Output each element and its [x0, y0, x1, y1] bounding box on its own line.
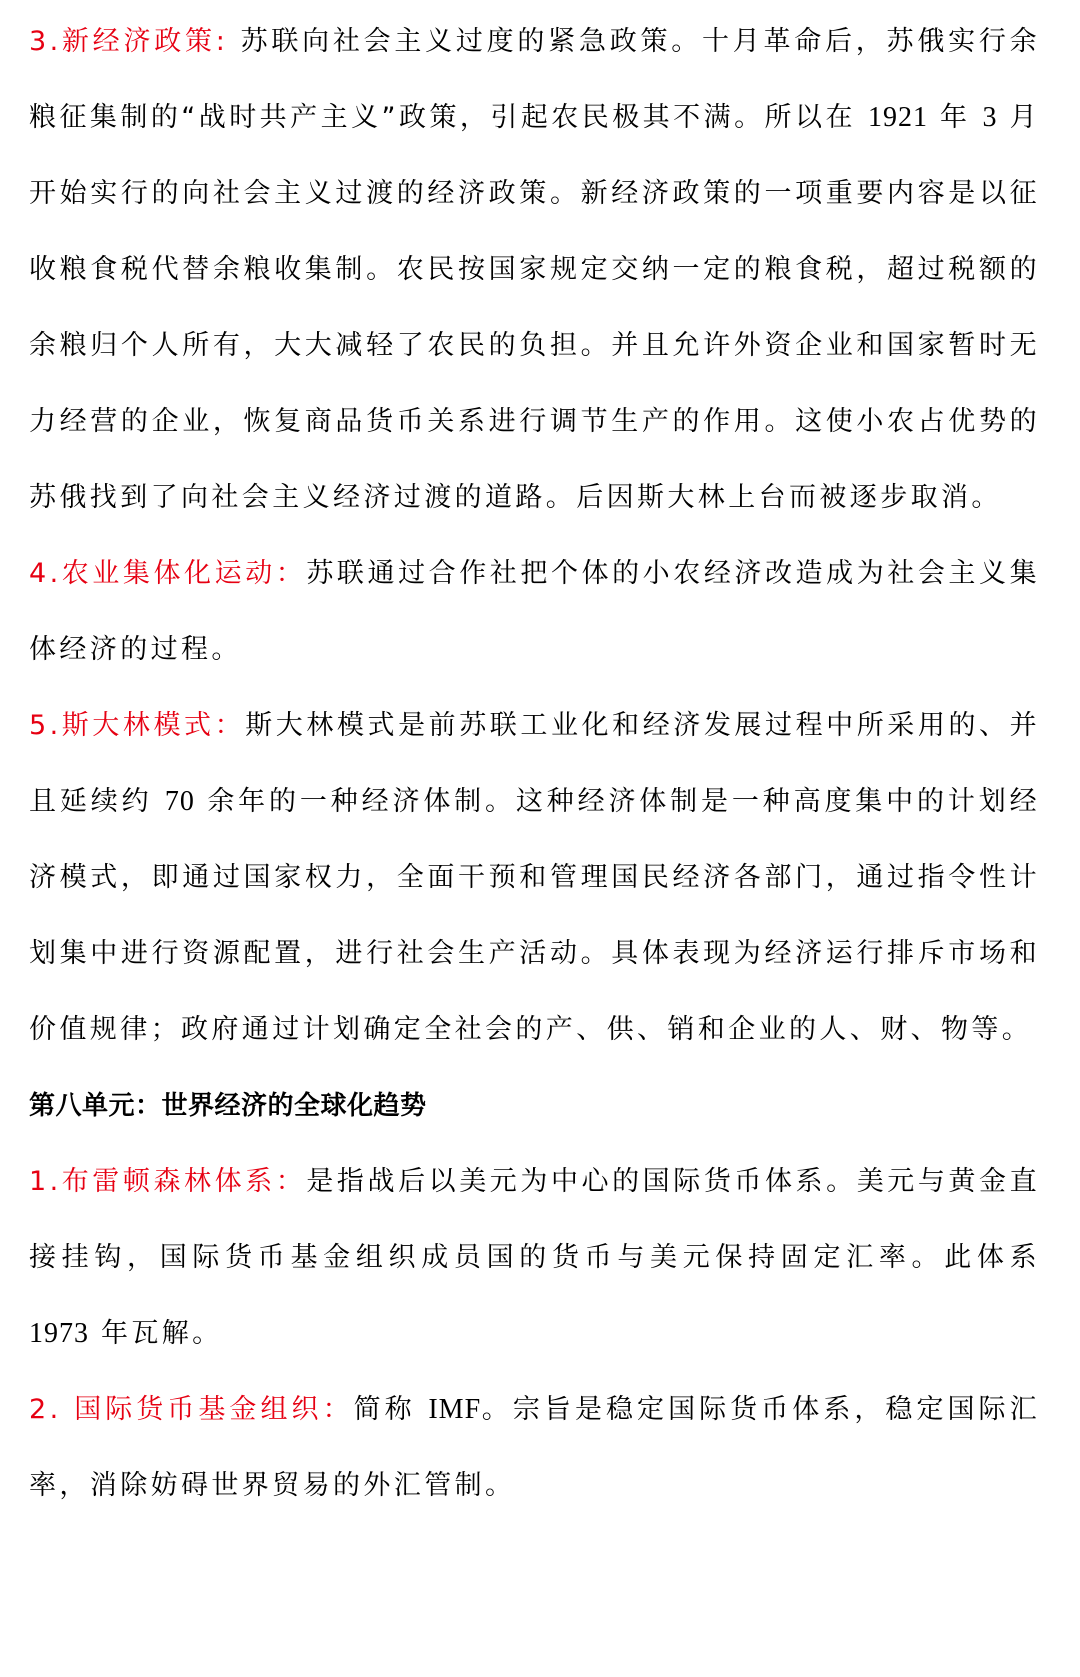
definition-text: 月开始实行的向社会主义过渡的经济政策。新经济政策的一项重要内容是以征收粮食税代替余粮收集制。农民按国家规定交纳一定的粮食税，超过税额的余粮归个人所有，大大减轻了农民的负担。并且允许外资企业和国家暂时无力经营的企业，恢复商品货币关系进行调节生产的作用。这使小农占优势的苏俄找到了向社会主义经济过渡的道路。后因斯大林上台而被逐步取消。 [29, 102, 1040, 513]
definition-text: 年 [927, 102, 983, 133]
paragraph-group-unit-seven [29, 4, 1040, 1068]
definition-paragraph [29, 1372, 1040, 1524]
definition-term: 1.布雷顿森林体系： [29, 1166, 307, 1197]
definition-text: 余年的一种经济体制。这种经济体制是一种高度集中的计划经济模式，即通过国家权力，全面干预和管理国民经济各部门，通过指令性计划集中进行资源配置，进行社会生产活动。具体表现为经济运行排斥市场和价值规律；政府通过计划确定全社会的产、供、销和企业的人、财、物等。 [29, 786, 1040, 1045]
definition-text: 苏联向社会主义过度的紧急政策。十月革命后，苏俄实行余粮征集制的“战时共产主义”政策，引起农民极其不满。所以在 [29, 26, 1040, 133]
definition-text: 苏联通过合作社把个体的小农经济改造成为社会主义集体经济的过程。 [29, 558, 1040, 665]
definition-text: 斯大林模式是前苏联工业化和经济发展过程中所采用的、并且延续约 [29, 710, 1040, 817]
definition-term: 3.新经济政策: [29, 26, 229, 57]
definition-paragraph [29, 536, 1040, 688]
definition-term: 2. 国际货币基金组织： [29, 1394, 354, 1425]
paragraph-group-unit-eight [29, 1144, 1040, 1524]
definition-number: 1921 [867, 102, 928, 133]
definition-number: 70 [164, 786, 195, 817]
section-heading: 第八单元：世界经济的全球化趋势 [29, 1091, 427, 1121]
definition-number: 3 [982, 102, 998, 133]
definition-text: 。宗旨是稳定国际货币体系，稳定国际汇率，消除妨碍世界贸易的外汇管制。 [29, 1394, 1040, 1501]
definition-number: 1973 [29, 1318, 89, 1349]
definition-term: 4.农业集体化运动： [29, 558, 307, 589]
definition-text: 年瓦解。 [89, 1318, 223, 1349]
definition-text: 简称 [353, 1394, 429, 1425]
definition-paragraph [29, 1144, 1040, 1372]
definition-term: 5.斯大林模式： [29, 710, 246, 741]
definition-number: IMF [428, 1394, 482, 1425]
definition-paragraph [29, 4, 1040, 536]
definition-text: 是指战后以美元为中心的国际货币体系。美元与黄金直接挂钩，国际货币基金组织成员国的货币与美元保持固定汇率。此体系 [29, 1166, 1040, 1273]
definition-paragraph [29, 688, 1040, 1068]
